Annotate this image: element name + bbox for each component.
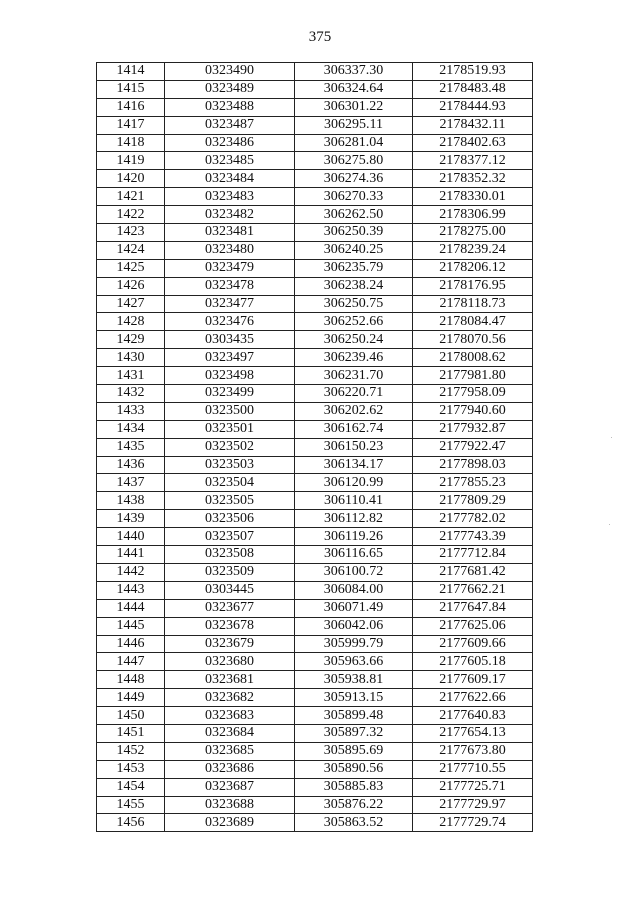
table-row xyxy=(97,206,533,224)
code-cell: 0323684 xyxy=(165,724,295,742)
y-coordinate-cell: 2177940.60 xyxy=(413,402,533,420)
point-number-cell: 1426 xyxy=(97,277,165,295)
point-number-cell: 1416 xyxy=(97,98,165,116)
y-coordinate-cell: 2178330.01 xyxy=(413,188,533,206)
point-number-cell: 1446 xyxy=(97,635,165,653)
x-coordinate-cell: 305963.66 xyxy=(295,653,413,671)
table-row xyxy=(97,367,533,385)
point-number-cell: 1436 xyxy=(97,456,165,474)
x-coordinate-cell: 306250.39 xyxy=(295,224,413,242)
code-cell: 0323482 xyxy=(165,206,295,224)
code-cell: 0323677 xyxy=(165,599,295,617)
y-coordinate-cell: 2178519.93 xyxy=(413,63,533,81)
y-coordinate-cell: 2177729.97 xyxy=(413,796,533,814)
point-number-cell: 1455 xyxy=(97,796,165,814)
code-cell: 0323480 xyxy=(165,241,295,259)
point-number-cell: 1437 xyxy=(97,474,165,492)
code-cell: 0323688 xyxy=(165,796,295,814)
point-number-cell: 1445 xyxy=(97,617,165,635)
point-number-cell: 1449 xyxy=(97,689,165,707)
code-cell: 0323689 xyxy=(165,814,295,832)
x-coordinate-cell: 306112.82 xyxy=(295,510,413,528)
y-coordinate-cell: 2177855.23 xyxy=(413,474,533,492)
table-row xyxy=(97,438,533,456)
y-coordinate-cell: 2178206.12 xyxy=(413,259,533,277)
y-coordinate-cell: 2177654.13 xyxy=(413,724,533,742)
x-coordinate-cell: 306235.79 xyxy=(295,259,413,277)
table-row xyxy=(97,402,533,420)
coordinates-table-body xyxy=(97,63,533,832)
table-row xyxy=(97,349,533,367)
coordinates-table xyxy=(96,62,533,832)
x-coordinate-cell: 306110.41 xyxy=(295,492,413,510)
x-coordinate-cell: 306120.99 xyxy=(295,474,413,492)
point-number-cell: 1435 xyxy=(97,438,165,456)
y-coordinate-cell: 2177710.55 xyxy=(413,760,533,778)
x-coordinate-cell: 306240.25 xyxy=(295,241,413,259)
code-cell: 0323485 xyxy=(165,152,295,170)
x-coordinate-cell: 306231.70 xyxy=(295,367,413,385)
point-number-cell: 1454 xyxy=(97,778,165,796)
code-cell: 0323477 xyxy=(165,295,295,313)
point-number-cell: 1414 xyxy=(97,63,165,81)
table-row xyxy=(97,420,533,438)
point-number-cell: 1428 xyxy=(97,313,165,331)
point-number-cell: 1453 xyxy=(97,760,165,778)
code-cell: 0323499 xyxy=(165,385,295,403)
code-cell: 0323490 xyxy=(165,63,295,81)
point-number-cell: 1448 xyxy=(97,671,165,689)
x-coordinate-cell: 305890.56 xyxy=(295,760,413,778)
point-number-cell: 1438 xyxy=(97,492,165,510)
y-coordinate-cell: 2178084.47 xyxy=(413,313,533,331)
code-cell: 0323500 xyxy=(165,402,295,420)
point-number-cell: 1430 xyxy=(97,349,165,367)
y-coordinate-cell: 2178432.11 xyxy=(413,116,533,134)
y-coordinate-cell: 2177898.03 xyxy=(413,456,533,474)
code-cell: 0323488 xyxy=(165,98,295,116)
table-row xyxy=(97,796,533,814)
table-row xyxy=(97,134,533,152)
point-number-cell: 1450 xyxy=(97,707,165,725)
table-row xyxy=(97,241,533,259)
x-coordinate-cell: 306337.30 xyxy=(295,63,413,81)
y-coordinate-cell: 2177932.87 xyxy=(413,420,533,438)
code-cell: 0323504 xyxy=(165,474,295,492)
x-coordinate-cell: 305899.48 xyxy=(295,707,413,725)
code-cell: 0323682 xyxy=(165,689,295,707)
table-row xyxy=(97,277,533,295)
point-number-cell: 1417 xyxy=(97,116,165,134)
x-coordinate-cell: 305938.81 xyxy=(295,671,413,689)
point-number-cell: 1451 xyxy=(97,724,165,742)
code-cell: 0323503 xyxy=(165,456,295,474)
x-coordinate-cell: 306042.06 xyxy=(295,617,413,635)
table-row xyxy=(97,707,533,725)
table-row xyxy=(97,814,533,832)
y-coordinate-cell: 2177640.83 xyxy=(413,707,533,725)
y-coordinate-cell: 2178352.32 xyxy=(413,170,533,188)
y-coordinate-cell: 2177958.09 xyxy=(413,385,533,403)
point-number-cell: 1423 xyxy=(97,224,165,242)
code-cell: 0323501 xyxy=(165,420,295,438)
code-cell: 0323685 xyxy=(165,742,295,760)
code-cell: 0323683 xyxy=(165,707,295,725)
x-coordinate-cell: 306301.22 xyxy=(295,98,413,116)
table-row xyxy=(97,510,533,528)
code-cell: 0323507 xyxy=(165,528,295,546)
scan-speck xyxy=(611,437,612,438)
table-row xyxy=(97,492,533,510)
y-coordinate-cell: 2177782.02 xyxy=(413,510,533,528)
x-coordinate-cell: 305863.52 xyxy=(295,814,413,832)
x-coordinate-cell: 306071.49 xyxy=(295,599,413,617)
table-row xyxy=(97,778,533,796)
y-coordinate-cell: 2177981.80 xyxy=(413,367,533,385)
x-coordinate-cell: 306270.33 xyxy=(295,188,413,206)
table-row xyxy=(97,98,533,116)
code-cell: 0323506 xyxy=(165,510,295,528)
point-number-cell: 1415 xyxy=(97,80,165,98)
y-coordinate-cell: 2177647.84 xyxy=(413,599,533,617)
y-coordinate-cell: 2177922.47 xyxy=(413,438,533,456)
x-coordinate-cell: 305885.83 xyxy=(295,778,413,796)
x-coordinate-cell: 305999.79 xyxy=(295,635,413,653)
y-coordinate-cell: 2178118.73 xyxy=(413,295,533,313)
code-cell: 0323505 xyxy=(165,492,295,510)
table-row xyxy=(97,581,533,599)
y-coordinate-cell: 2177729.74 xyxy=(413,814,533,832)
y-coordinate-cell: 2177725.71 xyxy=(413,778,533,796)
y-coordinate-cell: 2178377.12 xyxy=(413,152,533,170)
y-coordinate-cell: 2177609.17 xyxy=(413,671,533,689)
code-cell: 0323476 xyxy=(165,313,295,331)
table-row xyxy=(97,259,533,277)
code-cell: 0323479 xyxy=(165,259,295,277)
point-number-cell: 1447 xyxy=(97,653,165,671)
table-row xyxy=(97,63,533,81)
x-coordinate-cell: 306274.36 xyxy=(295,170,413,188)
code-cell: 0323680 xyxy=(165,653,295,671)
table-row xyxy=(97,528,533,546)
x-coordinate-cell: 306150.23 xyxy=(295,438,413,456)
table-row xyxy=(97,635,533,653)
x-coordinate-cell: 305876.22 xyxy=(295,796,413,814)
x-coordinate-cell: 306116.65 xyxy=(295,546,413,564)
table-row xyxy=(97,617,533,635)
y-coordinate-cell: 2178070.56 xyxy=(413,331,533,349)
table-row xyxy=(97,152,533,170)
y-coordinate-cell: 2178008.62 xyxy=(413,349,533,367)
x-coordinate-cell: 306220.71 xyxy=(295,385,413,403)
table-row xyxy=(97,474,533,492)
point-number-cell: 1442 xyxy=(97,563,165,581)
x-coordinate-cell: 306324.64 xyxy=(295,80,413,98)
x-coordinate-cell: 306281.04 xyxy=(295,134,413,152)
x-coordinate-cell: 306275.80 xyxy=(295,152,413,170)
y-coordinate-cell: 2177743.39 xyxy=(413,528,533,546)
y-coordinate-cell: 2177809.29 xyxy=(413,492,533,510)
code-cell: 0323679 xyxy=(165,635,295,653)
table-row xyxy=(97,546,533,564)
point-number-cell: 1443 xyxy=(97,581,165,599)
code-cell: 0303445 xyxy=(165,581,295,599)
x-coordinate-cell: 306295.11 xyxy=(295,116,413,134)
code-cell: 0303435 xyxy=(165,331,295,349)
code-cell: 0323487 xyxy=(165,116,295,134)
table-row xyxy=(97,295,533,313)
table-row xyxy=(97,689,533,707)
y-coordinate-cell: 2178483.48 xyxy=(413,80,533,98)
table-row xyxy=(97,742,533,760)
y-coordinate-cell: 2178402.63 xyxy=(413,134,533,152)
y-coordinate-cell: 2177609.66 xyxy=(413,635,533,653)
table-row xyxy=(97,80,533,98)
y-coordinate-cell: 2177673.80 xyxy=(413,742,533,760)
code-cell: 0323502 xyxy=(165,438,295,456)
point-number-cell: 1431 xyxy=(97,367,165,385)
table-row xyxy=(97,671,533,689)
point-number-cell: 1444 xyxy=(97,599,165,617)
y-coordinate-cell: 2177662.21 xyxy=(413,581,533,599)
code-cell: 0323687 xyxy=(165,778,295,796)
x-coordinate-cell: 306250.24 xyxy=(295,331,413,349)
x-coordinate-cell: 305895.69 xyxy=(295,742,413,760)
point-number-cell: 1441 xyxy=(97,546,165,564)
y-coordinate-cell: 2177681.42 xyxy=(413,563,533,581)
y-coordinate-cell: 2177622.66 xyxy=(413,689,533,707)
table-row xyxy=(97,563,533,581)
code-cell: 0323497 xyxy=(165,349,295,367)
x-coordinate-cell: 306162.74 xyxy=(295,420,413,438)
y-coordinate-cell: 2178275.00 xyxy=(413,224,533,242)
code-cell: 0323483 xyxy=(165,188,295,206)
table-row xyxy=(97,599,533,617)
x-coordinate-cell: 306202.62 xyxy=(295,402,413,420)
table-row xyxy=(97,385,533,403)
x-coordinate-cell: 306239.46 xyxy=(295,349,413,367)
x-coordinate-cell: 306262.50 xyxy=(295,206,413,224)
x-coordinate-cell: 306252.66 xyxy=(295,313,413,331)
table-row xyxy=(97,331,533,349)
x-coordinate-cell: 306134.17 xyxy=(295,456,413,474)
point-number-cell: 1427 xyxy=(97,295,165,313)
x-coordinate-cell: 306100.72 xyxy=(295,563,413,581)
y-coordinate-cell: 2178444.93 xyxy=(413,98,533,116)
scan-speck xyxy=(609,524,610,525)
point-number-cell: 1418 xyxy=(97,134,165,152)
point-number-cell: 1440 xyxy=(97,528,165,546)
y-coordinate-cell: 2178306.99 xyxy=(413,206,533,224)
x-coordinate-cell: 306084.00 xyxy=(295,581,413,599)
code-cell: 0323678 xyxy=(165,617,295,635)
code-cell: 0323481 xyxy=(165,224,295,242)
x-coordinate-cell: 305913.15 xyxy=(295,689,413,707)
point-number-cell: 1433 xyxy=(97,402,165,420)
table-row xyxy=(97,653,533,671)
page-number: 375 xyxy=(308,29,332,45)
point-number-cell: 1434 xyxy=(97,420,165,438)
point-number-cell: 1439 xyxy=(97,510,165,528)
point-number-cell: 1419 xyxy=(97,152,165,170)
code-cell: 0323478 xyxy=(165,277,295,295)
table-row xyxy=(97,224,533,242)
table-row xyxy=(97,724,533,742)
point-number-cell: 1429 xyxy=(97,331,165,349)
x-coordinate-cell: 306250.75 xyxy=(295,295,413,313)
point-number-cell: 1422 xyxy=(97,206,165,224)
code-cell: 0323489 xyxy=(165,80,295,98)
code-cell: 0323686 xyxy=(165,760,295,778)
code-cell: 0323509 xyxy=(165,563,295,581)
code-cell: 0323498 xyxy=(165,367,295,385)
y-coordinate-cell: 2177625.06 xyxy=(413,617,533,635)
x-coordinate-cell: 306119.26 xyxy=(295,528,413,546)
point-number-cell: 1432 xyxy=(97,385,165,403)
y-coordinate-cell: 2177605.18 xyxy=(413,653,533,671)
y-coordinate-cell: 2177712.84 xyxy=(413,546,533,564)
point-number-cell: 1452 xyxy=(97,742,165,760)
code-cell: 0323486 xyxy=(165,134,295,152)
table-row xyxy=(97,170,533,188)
table-row xyxy=(97,116,533,134)
x-coordinate-cell: 306238.24 xyxy=(295,277,413,295)
y-coordinate-cell: 2178239.24 xyxy=(413,241,533,259)
point-number-cell: 1420 xyxy=(97,170,165,188)
y-coordinate-cell: 2178176.95 xyxy=(413,277,533,295)
table-row xyxy=(97,456,533,474)
point-number-cell: 1421 xyxy=(97,188,165,206)
table-row xyxy=(97,760,533,778)
point-number-cell: 1456 xyxy=(97,814,165,832)
point-number-cell: 1424 xyxy=(97,241,165,259)
point-number-cell: 1425 xyxy=(97,259,165,277)
code-cell: 0323508 xyxy=(165,546,295,564)
table-row xyxy=(97,313,533,331)
code-cell: 0323681 xyxy=(165,671,295,689)
code-cell: 0323484 xyxy=(165,170,295,188)
table-row xyxy=(97,188,533,206)
x-coordinate-cell: 305897.32 xyxy=(295,724,413,742)
